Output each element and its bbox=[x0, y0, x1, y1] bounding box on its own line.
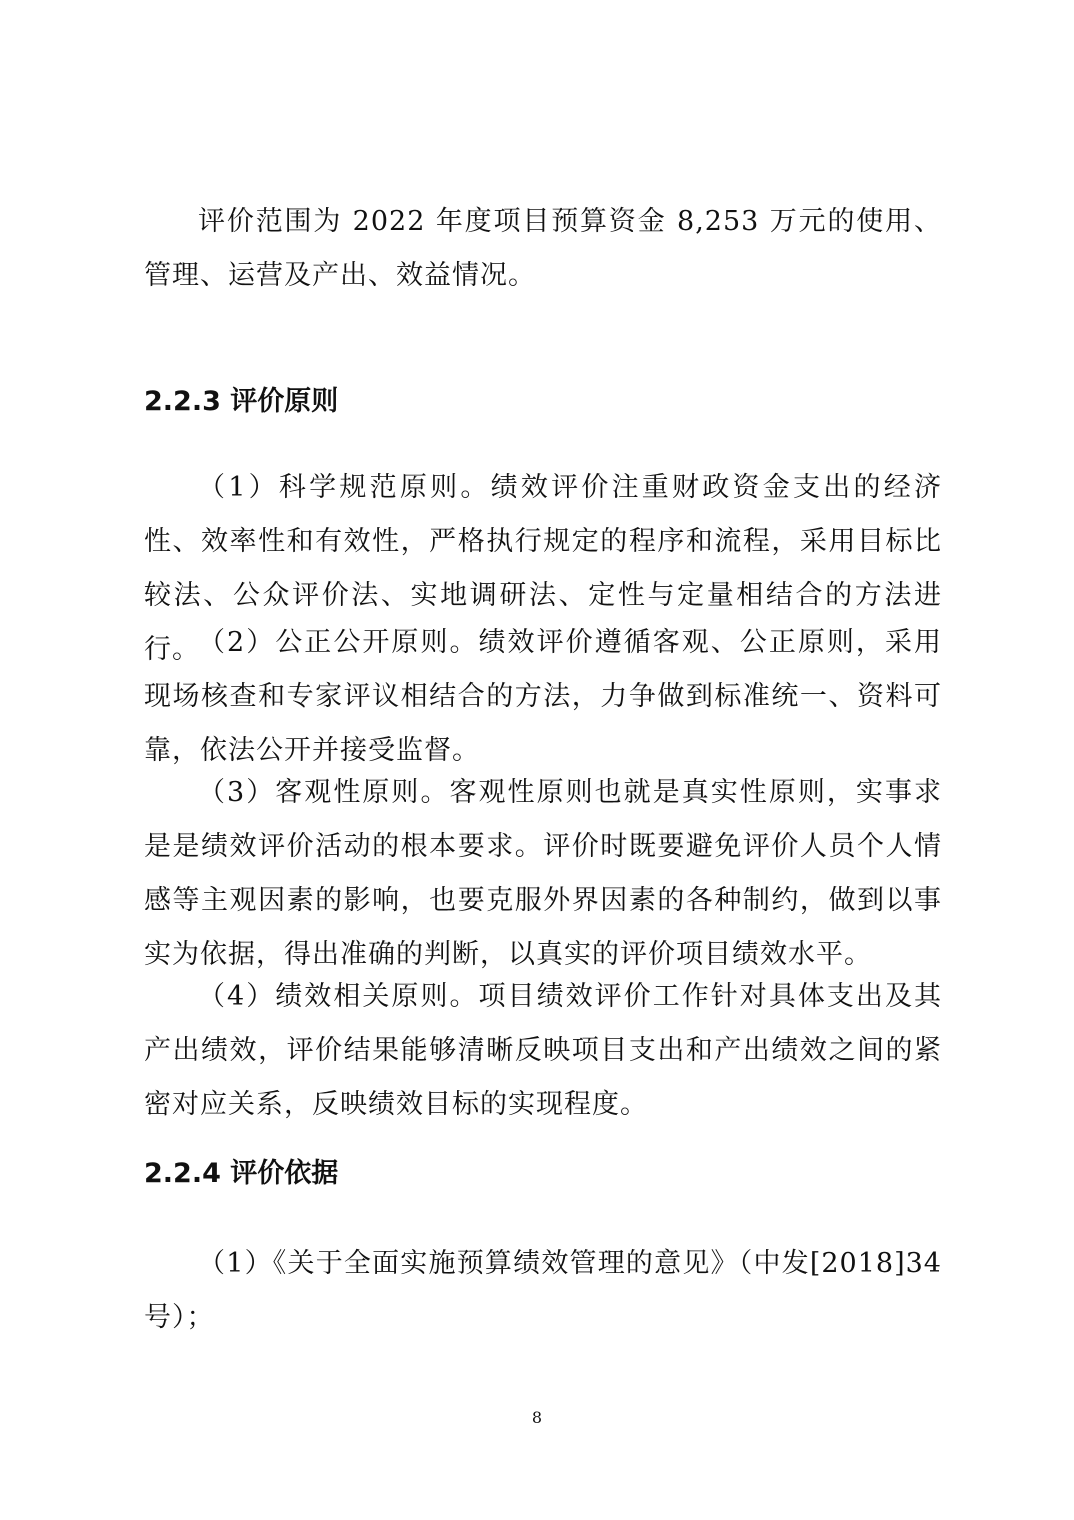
principle-paragraph-1: （1）科学规范原则。绩效评价注重财政资金支出的经济性、效率性和有效性，严格执行规定的程序和流程，采用目标比较法、公众评价法、实地调研法、定性与定量相结合的方法进行。 bbox=[144, 472, 942, 665]
scope-paragraph: 评价范围为 2022 年度项目预算资金 8,253 万元的使用、管理、运营及产出、效益情况。 bbox=[144, 206, 942, 291]
basis-paragraph-1: （1）《关于全面实施预算绩效管理的意见》（中发[2018]34号）； bbox=[144, 1248, 942, 1333]
principle-paragraph-2: （2）公正公开原则。绩效评价遵循客观、公正原则，采用现场核查和专家评议相结合的方法，力争做到标准统一、资料可靠，依法公开并接受监督。 bbox=[144, 627, 942, 766]
section-heading-2-2-4: 2.2.4 评价依据 bbox=[144, 1158, 339, 1189]
section-heading-2-2-3: 2.2.3 评价原则 bbox=[144, 386, 339, 417]
page-number: 8 bbox=[531, 1408, 543, 1427]
principle-paragraph-4: （4）绩效相关原则。项目绩效评价工作针对具体支出及其产出绩效，评价结果能够清晰反映项目支出和产出绩效之间的紧密对应关系，反映绩效目标的实现程度。 bbox=[144, 981, 942, 1120]
principle-paragraph-3: （3）客观性原则。客观性原则也就是真实性原则，实事求是是绩效评价活动的根本要求。评价时既要避免评价人员个人情感等主观因素的影响，也要克服外界因素的各种制约，做到以事实为依据，得出准确的判断，以真实的评价项目绩效水平。 bbox=[144, 777, 942, 970]
